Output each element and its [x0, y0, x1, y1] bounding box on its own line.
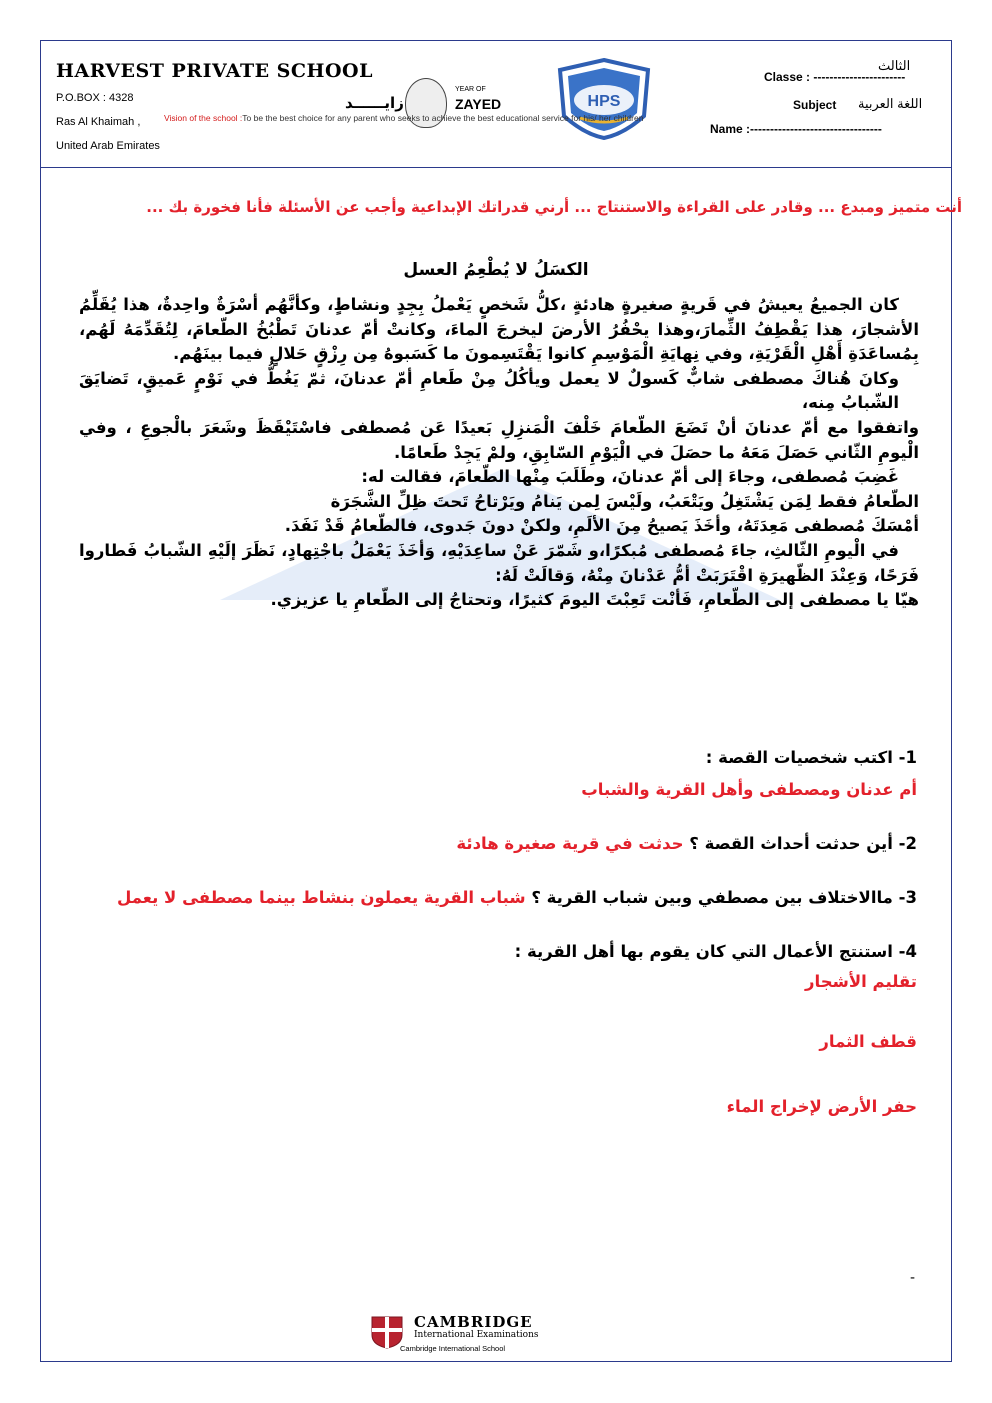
question-1 — [87, 748, 917, 767]
zayed-year-of: YEAR OF — [455, 86, 486, 93]
hps-shield-icon — [554, 58, 654, 140]
answer-2: حدثت في قرية صغيرة هادئة — [456, 834, 684, 853]
question-text: أين حدثت أحداث القصة ؟ — [689, 834, 893, 853]
story-paragraph: هيّا يا مصطفى إلى الطّعامِ، فَأنْت تَعِبْتَ اليومَ كثيرًا، وتحتاجُ إلى الطّعامِ يا عزيزي. — [270, 590, 919, 610]
class-value: الثالث — [878, 58, 911, 73]
hps-logo — [554, 58, 654, 140]
story-text — [79, 293, 919, 613]
vision-text: To be the best choice for any parent who seeks to achieve the best educational service for his/ her children — [242, 113, 644, 123]
question-3 — [67, 888, 917, 907]
answer-4-item: حفر الأرض لإخراج الماء — [726, 1097, 917, 1116]
question-2 — [87, 834, 917, 853]
vision-label: Vision of the school : — [164, 113, 243, 123]
story-paragraph: غَضِبَ مُصطفى، وجاءَ إلى أمّ عدنانَ، وطَلَبَ مِنْها الطّعامَ، فقالت له: — [361, 467, 899, 487]
subject-value: اللغة العربية — [858, 96, 923, 111]
story-paragraph: واتفقوا مع أمّ عدنانَ أنْ تَضَعَ الطّعامَ خَلْفَ الْمَنزِلِ بَعيدًا عَن مُصطفى فاسْتَيْقَظَ وشَعَرَ بالْجوعِ ، وفي الْيومِ الثّاني حَصَلَ مَعَهُ ما حصَلَ في الْيَوْمِ السّابِقِ، ولمْ يَجِدْ طَعامًا. — [79, 417, 919, 462]
po-box: P.O.BOX : 4328 — [56, 92, 134, 104]
answer-3: شباب القرية يعملون بنشاط بينما مصطفى لا يعمل — [117, 888, 526, 907]
intro-instruction: أنت متميز ومبدع ... وقادر على القراءة والاستنتاج ... أرني قدراتك الإبداعية وأجب عن الأسئلة فأنا فخورة بك ... — [146, 198, 962, 216]
school-vision — [164, 113, 643, 123]
story-paragraph: في الْيومِ الثّالثِ، جاءَ مُصطفى مُبكرًا،و شَمّرَ عَنْ ساعِدَيْهِ، وَأخَذَ يَعْمَلُ باجْتِهادٍ، نَظَرَ إلَيْهِ الشّبابُ فَطاروا فَرَحًا، وَعِنْدَ الظّهيرَةِ اقْتَرَبَتْ أمُّ عَدْنانَ مِنْهُ، وَقالَتْ لَهُ: — [79, 540, 919, 585]
question-number: 4- — [898, 942, 917, 961]
zayed-arabic: زايــــــد — [345, 94, 404, 112]
country: United Arab Emirates — [56, 140, 160, 152]
question-4 — [87, 942, 917, 961]
answer-1: أم عدنان ومصطفى وأهل القرية والشباب — [581, 780, 917, 799]
page-dash: - — [910, 1270, 916, 1286]
question-number: 1- — [898, 748, 917, 767]
story-title: الكسَلُ لا يُطْعِمُ العسل — [403, 260, 589, 280]
story-paragraph: وكانَ هُناكَ مصطفى شابٌّ كَسولٌ لا يعمل ويأكُلُ مِنْ طَعامِ أمّ عدنانَ، ثمّ يَغُطُّ في نَوْمٍ عَميقٍ، تَضايَقَ الشّبابُ مِنه، — [79, 368, 899, 413]
school-name: HARVEST PRIVATE SCHOOL — [56, 60, 373, 82]
cambridge-school: Cambridge International School — [400, 1344, 506, 1353]
question-number: 3- — [898, 888, 917, 907]
question-number: 2- — [898, 834, 917, 853]
cambridge-subtitle: International Examinations — [414, 1330, 539, 1340]
letterhead — [40, 40, 952, 168]
answer-4-item: تقليم الأشجار — [805, 972, 917, 991]
name-label: Name :--------------------------------- — [710, 122, 882, 136]
story-paragraph: أمْسَكَ مُصطفى مَعِدَتَهُ، وأخَذَ يَصيحُ مِنَ الألَمِ، ولكنْ دونَ جَدوى، فالطّعامُ قَدْ نَفَدَ. — [284, 516, 919, 536]
question-text: اكتب شخصيات القصة : — [705, 748, 893, 767]
page-border — [40, 40, 952, 1362]
city: Ras Al Khaimah , — [56, 116, 141, 128]
story-paragraph: كان الجميعُ يعيشُ في قَريةٍ صغيرةٍ هادئةٍ ،كلُّ شَخصٍ يَعْملُ بِجِدٍ ونشاطٍ، وكأنَّهُم أسْرَةٌ واحِدةٌ، هذا يُقَلِّمُ الأشجارَ، هذا يَقْطِفُ الثِّمارَ،وهذا يحْفُرُ الأرضَ ليخرجَ الماءَ، وكانتْ أمّ عدنانَ تَطْبُخُ الطّعامَ، لِتُقَدِّمَهُ لَهُم، بِمُساعَدَةِ أَهْلِ الْقَرْيَةِ، وفي نِهايَةِ الْمَوْسِمِ كانوا يَقْتَسِمونَ ما كَسَبوهُ مِن رِزْقٍ حَلالٍ فيما بينَهُم. — [79, 295, 919, 364]
subject-label: Subject — [793, 98, 837, 112]
cambridge-crest-icon — [370, 1315, 404, 1349]
hps-logo-text: HPS — [587, 93, 621, 110]
story-paragraph: الطّعامُ فقط لِمَن يَشْتَغِلُ ويَتْعَبُ، ولَيْسَ لِمن يَنامُ ويَرْتاحُ تَحتَ ظِلِّ الشَّجَرَة — [330, 491, 919, 511]
cambridge-title: CAMBRIDGE — [414, 1313, 533, 1331]
cambridge-logo — [370, 1313, 610, 1353]
answer-4-item: قطف الثمار — [819, 1032, 917, 1051]
question-text: ماالاختلاف بين مصطفي وبين شباب القرية ؟ — [531, 888, 893, 907]
class-label: Classe : ----------------------- — [764, 70, 906, 84]
question-text: استنتج الأعمال التي كان يقوم بها أهل القرية : — [514, 942, 893, 961]
zayed-name: ZAYED — [455, 96, 502, 112]
